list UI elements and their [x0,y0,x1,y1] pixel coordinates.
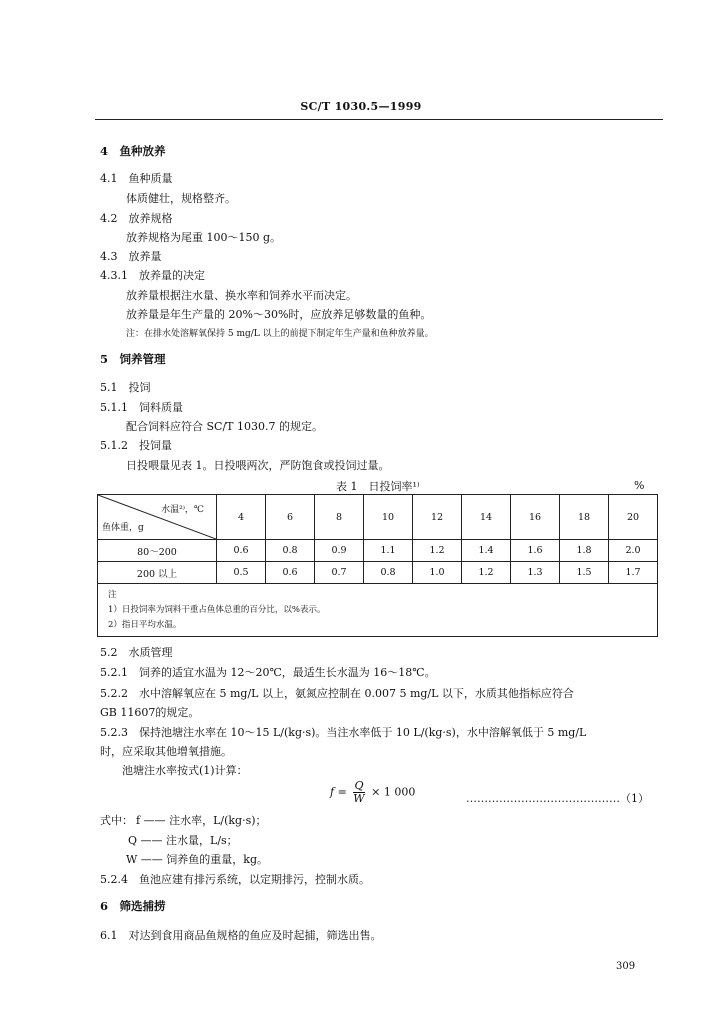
rate-cell: 1.4 [462,540,511,562]
section-5-title: 5 饲养管理 [100,352,166,366]
temp-header-cell: 10 [364,495,413,540]
table-1-caption: 表 1 日投饲率¹⁾ [336,480,420,493]
formula-denominator: W [353,792,365,805]
page-number: 309 [616,961,636,972]
section-4-2-body: 放养规格为尾重 100～150 g。 [126,231,282,244]
temp-header-cell: 8 [315,495,364,540]
section-5-2-2-line-1: 5.2.2 水中溶解氧应在 5 mg/L 以上，氨氮应控制在 0.007 5 mg/L 以下，水质其他指标应符合 [100,687,574,700]
section-5-2-2-line-2: GB 11607的规定。 [100,706,200,719]
rate-cell: 1.0 [413,562,462,584]
section-5-2-4: 5.2.4 鱼池应建有排污系统，以定期排污，控制水质。 [100,873,370,886]
rate-cell: 0.5 [217,562,266,584]
table-notes-cell [98,584,658,637]
formula-fraction [353,780,364,805]
rate-cell: 1.7 [609,562,658,584]
section-6-1: 6.1 对达到食用商品鱼规格的鱼应及时起捕，筛选出售。 [100,929,382,942]
formula-rhs: × 1 000 [371,785,416,799]
rate-cell: 1.1 [364,540,413,562]
temp-header-cell: 14 [462,495,511,540]
section-4-1-body: 体质健壮，规格整齐。 [126,192,236,205]
formula-intro: 池塘注水率按式(1)计算： [122,764,248,777]
section-5-2-3-line-1: 5.2.3 保持池塘注水率在 10～15 L/(kg·s)。当注水率低于 10 L/(kg·s)，水中溶解氧低于 5 mg/L [100,726,587,739]
corner-fish-weight-label: 鱼体重，g [102,523,144,533]
rate-cell: 2.0 [609,540,658,562]
definition-w: W —— 饲养鱼的重量，kg。 [126,853,269,866]
section-6-title: 6 筛选捕捞 [100,899,166,913]
rate-cell: 1.8 [560,540,609,562]
section-4-2-title: 4.2 放养规格 [100,212,173,225]
rate-cell: 0.9 [315,540,364,562]
rate-cell: 0.7 [315,562,364,584]
rate-cell: 1.5 [560,562,609,584]
section-5-1-title: 5.1 投饲 [100,381,151,394]
rate-cell: 0.6 [217,540,266,562]
definition-q: Q —— 注水量，L/s； [128,834,238,847]
formula-numerator: Q [354,779,364,792]
temp-header-cell: 18 [560,495,609,540]
section-5-1-2-title: 5.1.2 投饲量 [100,439,172,452]
table-1-unit: % [634,479,645,492]
table-corner-cell [98,495,217,540]
rate-cell: 1.2 [413,540,462,562]
standard-code-header: SC/T 1030.5—1999 [300,100,422,113]
temp-header-cell: 4 [217,495,266,540]
section-5-2-3-line-2: 时，应采取其他增氧措施。 [100,745,232,758]
corner-water-temp-label: 水温²⁾，℃ [161,505,204,515]
weight-label-cell: 200 以上 [98,562,217,584]
section-5-1-1-title: 5.1.1 饲料质量 [100,401,183,414]
section-4-3-1-body-2: 放养量是年生产量的 20%～30%时，应放养足够数量的鱼种。 [126,308,432,321]
rate-cell: 1.6 [511,540,560,562]
temp-header-cell: 20 [609,495,658,540]
definition-f: f —— 注水率，L/(kg·s)； [136,814,267,827]
header-rule [95,119,663,120]
rate-cell: 0.6 [266,562,315,584]
section-4-1-title: 4.1 鱼种质量 [100,172,173,185]
temp-header-cell: 6 [266,495,315,540]
rate-cell: 1.2 [462,562,511,584]
formula-lhs: f = [330,785,347,799]
section-5-1-1-body: 配合饲料应符合 SC/T 1030.7 的规定。 [126,420,323,433]
weight-label-cell: 80～200 [98,540,217,562]
table-note-head: 注 [108,589,117,600]
temp-header-cell: 16 [511,495,560,540]
section-5-2-1: 5.2.1 饲养的适宜水温为 12～20℃，最适生长水温为 16～18℃。 [100,666,436,679]
section-4-3-1-title: 4.3.1 放养量的决定 [100,269,205,282]
table-row [98,562,658,584]
section-4-3-1-note: 注：在排水处溶解氧保持 5 mg/L 以上的前提下制定年生产量和鱼种放养量。 [126,329,434,339]
rate-cell: 0.8 [266,540,315,562]
table-note-1: 1）日投饲率为饲料干重占鱼体总重的百分比，以%表示。 [108,604,326,615]
rate-cell: 1.3 [511,562,560,584]
section-4-3-1-body-1: 放养量根据注水量、换水率和饲养水平而决定。 [126,289,357,302]
where-label: 式中： [100,814,133,827]
section-4-title: 4 鱼种放养 [100,144,166,158]
formula-1 [330,780,415,805]
rate-cell: 0.8 [364,562,413,584]
formula-number: ……………………………………（1） [466,792,649,805]
table-row [98,540,658,562]
feeding-rate-table [97,494,658,637]
section-5-1-2-body: 日投喂量见表 1。日投喂两次，严防饱食或投饲过量。 [126,459,390,472]
temp-header-cell: 12 [413,495,462,540]
table-note-2: 2）指日平均水温。 [108,619,182,630]
section-5-2-title: 5.2 水质管理 [100,646,173,659]
section-4-3-title: 4.3 放养量 [100,250,162,263]
